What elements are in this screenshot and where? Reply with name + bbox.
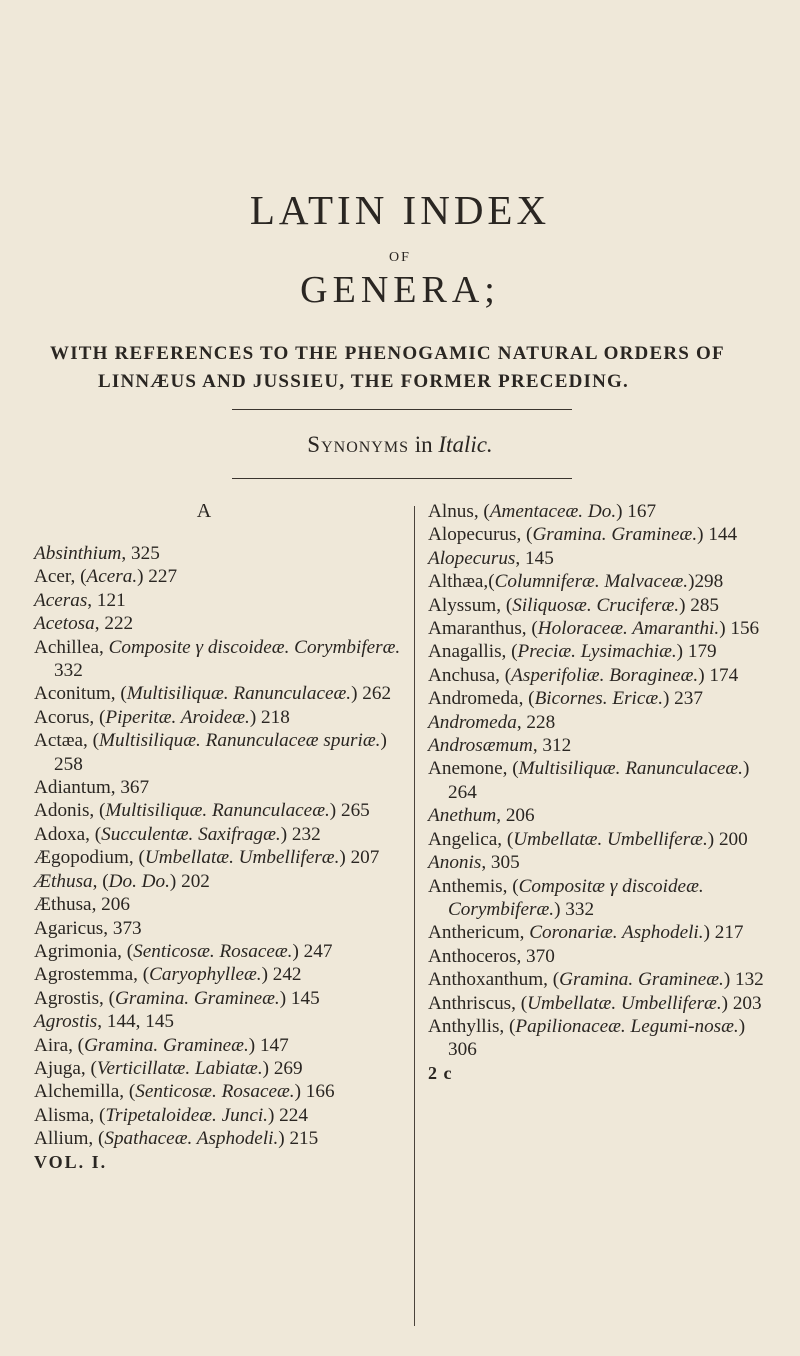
- index-entry: [428, 570, 778, 593]
- entry-rest: Althæa,(: [428, 571, 495, 593]
- entry-rest2: ) 258: [54, 730, 387, 775]
- entry-it2: Multisiliquæ. Ranunculaceæ.: [105, 800, 330, 822]
- entry-it2: Spathaceæ. Asphodeli.: [104, 1128, 279, 1150]
- entry-rest: , 121: [87, 589, 126, 611]
- index-entry: [34, 987, 404, 1010]
- index-entry: [34, 940, 404, 963]
- entry-rest2: ) 167: [616, 501, 657, 522]
- divider-top: [232, 409, 572, 410]
- entry-it2: Verticillatæ. Labiatæ.: [96, 1057, 263, 1079]
- entry-rest2: ) 166: [294, 1081, 335, 1103]
- index-entry: [34, 682, 404, 705]
- index-entry: [34, 893, 404, 916]
- entry-rest2: ) 200: [707, 828, 748, 850]
- page-title: LATIN INDEX: [249, 187, 551, 233]
- entry-rest2: ) 224: [267, 1104, 308, 1126]
- entry-rest: Actæa, (: [34, 730, 100, 752]
- index-entry: [34, 846, 404, 869]
- entry-it2: Papilionaceæ. Legumi-nosæ.: [515, 1015, 739, 1037]
- entry-it2: Asperifoliæ. Boragineæ.: [511, 664, 699, 686]
- index-entry: [428, 547, 778, 570]
- divider-bottom: [232, 478, 572, 479]
- entry-rest: Agaricus, 373: [34, 917, 142, 939]
- entry-it2: Columniferæ. Malvaceæ.: [494, 571, 689, 593]
- synonyms-in: in: [409, 432, 439, 457]
- index-entry: [428, 804, 778, 827]
- entry-it2: Umbellatæ. Umbelliferæ.: [513, 828, 708, 850]
- entry-rest: Anthriscus, (: [428, 992, 528, 1014]
- entry-rest: , 312: [532, 735, 572, 757]
- entry-rest: , 144, 145: [97, 1011, 175, 1033]
- entry-rest: , 325: [121, 543, 160, 564]
- entry-rest: Alisma, (: [34, 1104, 106, 1126]
- entry-it2: Composite γ discoideæ. Corymbiferæ.: [108, 636, 401, 658]
- entry-rest2: ) 218: [249, 706, 290, 728]
- entry-it2: Umbellatæ. Umbelliferæ.: [144, 847, 340, 869]
- index-entry: [34, 1080, 404, 1103]
- left-entries: [34, 542, 404, 1151]
- entry-rest: Alyssum, (: [428, 594, 513, 616]
- entry-rest: Adoxa, (: [34, 823, 102, 845]
- section-letter: A: [196, 500, 212, 522]
- entry-rest: Alchemilla, (: [34, 1081, 136, 1103]
- column-divider: [414, 506, 415, 1326]
- entry-it2: Multisiliquæ. Ranunculaceæ.: [126, 683, 352, 705]
- entry-rest2: ) 215: [278, 1128, 319, 1150]
- entry-rest2: ) 179: [676, 641, 717, 663]
- index-entry: [428, 594, 778, 617]
- entry-it: Anethum: [428, 805, 497, 827]
- entry-it2: Acera.: [86, 566, 138, 588]
- entry-it: Anonis: [428, 852, 482, 874]
- index-entry: [34, 1127, 404, 1150]
- left-column: [34, 500, 404, 1174]
- index-entry: [428, 945, 778, 968]
- entry-rest: , 305: [481, 852, 520, 874]
- entry-rest2: ) 262: [351, 683, 392, 705]
- entry-rest: Achillea,: [34, 636, 109, 658]
- index-entry: [34, 1010, 404, 1033]
- entry-rest: Anthoceros, 370: [428, 945, 555, 967]
- signature-footer: 2 c: [428, 1062, 453, 1083]
- entry-rest2: ) 144: [697, 524, 738, 546]
- entry-it: Aceras: [34, 589, 88, 611]
- entry-it2: Gramina. Gramineæ.: [532, 524, 698, 546]
- entry-rest: Anagallis, (: [428, 641, 518, 663]
- index-entry: [34, 1057, 404, 1080]
- entry-rest: Agrostemma, (: [34, 964, 150, 986]
- entry-rest: Ægopodium, (: [34, 847, 145, 869]
- entry-rest: Acorus, (: [34, 706, 106, 728]
- entry-rest: Andromeda, (: [428, 688, 535, 710]
- entry-rest2: ) 203: [721, 992, 762, 1014]
- entry-it2: Senticosæ. Rosaceæ.: [133, 940, 293, 962]
- page-subtitle: GENERA;: [300, 269, 500, 311]
- entry-it2: Compositæ γ discoideæ. Corymbiferæ.: [448, 875, 704, 920]
- entry-it2: Umbellatæ. Umbelliferæ.: [527, 992, 722, 1014]
- index-entry: [428, 757, 778, 804]
- index-entry: [34, 589, 404, 612]
- references-line-1: WITH REFERENCES TO THE PHENOGAMIC NATURAL ORDERS OF: [50, 343, 725, 364]
- entry-rest: Acer, (: [34, 566, 87, 588]
- entry-rest2: ) 217: [703, 922, 744, 944]
- index-entry: [428, 828, 778, 851]
- entry-it: Acetosa: [34, 613, 95, 635]
- index-entry: [428, 1015, 778, 1062]
- entry-rest: Aconitum, (: [34, 683, 127, 705]
- entry-rest: Alnus, (: [428, 501, 490, 522]
- entry-rest2: ) 306: [448, 1015, 746, 1061]
- synonyms-note: [0, 432, 800, 458]
- entry-it2: Multisiliquæ. Ranunculaceæ.: [518, 758, 743, 780]
- entry-rest: Anemone, (: [428, 758, 519, 780]
- entry-it2: Succulentæ. Saxifragæ.: [101, 823, 281, 845]
- entry-rest2: ) 202: [169, 870, 210, 892]
- index-entry: [428, 664, 778, 687]
- entry-rest: , (: [92, 870, 109, 892]
- entry-it2: Holoraceæ. Amaranthi.: [537, 618, 720, 640]
- entry-it2: Preciæ. Lysimachiæ.: [517, 641, 677, 663]
- entry-it2: Bicornes. Ericæ.: [534, 688, 663, 710]
- index-entry: [34, 565, 404, 588]
- right-entries: [428, 500, 778, 1062]
- entry-rest: Adonis, (: [34, 800, 106, 822]
- entry-it2: Multisiliquæ. Ranunculaceæ spuriæ.: [99, 730, 381, 752]
- index-entry: [34, 542, 404, 565]
- index-entry: [428, 734, 778, 757]
- entry-rest2: ) 156: [719, 618, 760, 640]
- entry-rest: Agrostis, (: [34, 987, 116, 1009]
- entry-rest2: ) 285: [679, 594, 720, 616]
- entry-rest: , 206: [496, 805, 535, 827]
- entry-rest2: ) 145: [279, 987, 320, 1009]
- entry-it2: Gramina. Gramineæ.: [559, 969, 724, 991]
- entry-rest2: ) 247: [292, 940, 333, 962]
- entry-rest: Anthoxanthum, (: [428, 969, 560, 991]
- index-entry: [34, 776, 404, 799]
- entry-rest2: ) 232: [280, 823, 321, 845]
- entry-rest2: ) 242: [261, 964, 302, 986]
- entry-it2: Do. Do.: [108, 870, 170, 892]
- index-entry: [34, 917, 404, 940]
- entry-it2: Piperitæ. Aroideæ.: [105, 706, 250, 728]
- index-entry: [34, 799, 404, 822]
- entry-rest: Anthericum,: [428, 922, 530, 944]
- entry-rest2: 332: [54, 660, 83, 682]
- entry-rest: Aira, (: [34, 1034, 85, 1056]
- synonyms-italic: Italic.: [438, 432, 493, 457]
- entry-rest: , 145: [515, 547, 554, 569]
- index-entry: [34, 1034, 404, 1057]
- entry-it: Absinthium: [34, 543, 122, 564]
- index-entry: [428, 875, 778, 922]
- entry-rest2: ) 227: [137, 566, 178, 588]
- synonyms-label: Synonyms: [307, 432, 409, 457]
- entry-it: Alopecurus: [428, 547, 516, 569]
- entry-rest: Anthyllis, (: [428, 1015, 516, 1037]
- entry-rest: Ajuga, (: [34, 1057, 97, 1079]
- index-entry: [34, 612, 404, 635]
- entry-it2: Gramina. Gramineæ.: [84, 1034, 249, 1056]
- entry-rest: Alopecurus, (: [428, 524, 533, 546]
- entry-rest2: ) 237: [663, 688, 703, 710]
- volume-footer: VOL. I.: [34, 1151, 108, 1172]
- entry-rest2: ) 174: [698, 664, 739, 686]
- index-entry: [428, 687, 778, 710]
- entry-rest2: )298: [688, 571, 724, 593]
- index-entry: [34, 823, 404, 846]
- entry-it2: Tripetaloideæ. Junci.: [105, 1104, 268, 1126]
- entry-it: Androsæmum: [428, 735, 533, 757]
- entry-rest2: ) 269: [262, 1057, 303, 1079]
- entry-rest: Æthusa, 206: [34, 894, 130, 916]
- entry-rest: Allium, (: [34, 1128, 105, 1150]
- index-entry: [428, 992, 778, 1015]
- entry-it: Andromeda: [428, 711, 517, 733]
- entry-rest2: ) 207: [339, 847, 380, 869]
- index-entry: [34, 636, 404, 683]
- entry-it2: Senticosæ. Rosaceæ.: [135, 1081, 295, 1103]
- entry-it2: Gramina. Gramineæ.: [115, 987, 280, 1009]
- right-column: [428, 500, 778, 1085]
- index-entry: [428, 500, 778, 523]
- references-note: [50, 340, 760, 396]
- entry-it2: Coronariæ. Asphodeli.: [529, 922, 704, 944]
- index-entry: [428, 921, 778, 944]
- entry-rest2: ) 132: [723, 969, 764, 991]
- entry-rest: Angelica, (: [428, 828, 514, 850]
- entry-it2: Caryophylleæ.: [149, 964, 262, 986]
- entry-rest: Amaranthus, (: [428, 618, 538, 640]
- index-entry: [428, 617, 778, 640]
- entry-rest: Anchusa, (: [428, 664, 512, 686]
- entry-it2: Siliquosæ. Cruciferæ.: [512, 594, 680, 616]
- entry-rest: Adiantum, 367: [34, 777, 150, 799]
- entry-rest: , 228: [516, 711, 556, 733]
- index-entry: [428, 851, 778, 874]
- entry-rest: Anthemis, (: [428, 875, 519, 897]
- entry-it2: Amentaceæ. Do.: [489, 501, 617, 522]
- entry-rest2: ) 265: [329, 800, 370, 822]
- index-entry: [34, 963, 404, 986]
- entry-rest: Agrimonia, (: [34, 940, 134, 962]
- entry-it: Agrostis: [34, 1011, 98, 1033]
- index-entry: [428, 968, 778, 991]
- index-entry: [428, 711, 778, 734]
- entry-rest2: ) 332: [554, 898, 595, 920]
- title-of: OF: [389, 250, 411, 265]
- index-entry: [34, 729, 404, 776]
- index-entry: [428, 523, 778, 546]
- references-line-2: LINNÆUS AND JUSSIEU, THE FORMER PRECEDING.: [98, 371, 629, 392]
- entry-rest2: ) 264: [448, 758, 750, 803]
- entry-it: Æthusa: [34, 870, 93, 892]
- entry-rest2: ) 147: [248, 1034, 289, 1056]
- index-entry: [428, 640, 778, 663]
- entry-rest: , 222: [94, 613, 134, 635]
- index-entry: [34, 706, 404, 729]
- index-entry: [34, 870, 404, 893]
- index-entry: [34, 1104, 404, 1127]
